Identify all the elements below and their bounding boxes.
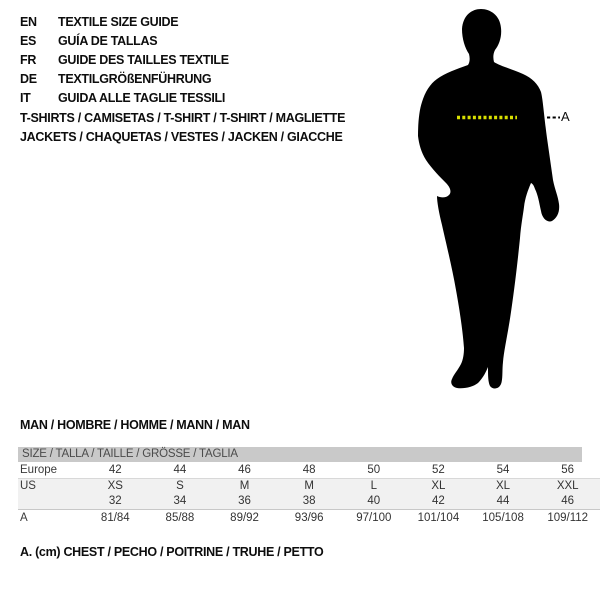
language-code: DE (20, 72, 37, 86)
size-cell: 40 (367, 495, 381, 507)
size-cell: 93/96 (294, 512, 324, 524)
language-code: ES (20, 34, 37, 48)
size-cell: 46 (238, 464, 251, 476)
size-cell: 36 (238, 495, 251, 507)
measure-label-a: A (561, 109, 570, 124)
language-title: GUÍA DE TALLAS (58, 34, 158, 48)
language-code: IT (20, 91, 31, 105)
man-silhouette-figure (390, 0, 600, 400)
size-cell: 81/84 (100, 512, 130, 524)
category-line-jackets: JACKETS / CHAQUETAS / VESTES / JACKEN / GIACCHE (20, 130, 343, 144)
section-title-man: MAN / HOMBRE / HOMME / MANN / MAN (20, 418, 250, 432)
size-cell: S (176, 480, 184, 492)
row-label-a: A (20, 512, 28, 524)
size-cell: 32 (108, 495, 122, 507)
size-cell: XXL (556, 480, 579, 492)
man-silhouette-shape (418, 9, 559, 388)
language-row-en (20, 13, 229, 32)
table-row-chest-cm (18, 510, 600, 527)
language-row-es (20, 32, 229, 51)
size-cell: 38 (302, 495, 316, 507)
language-title: TEXTILE SIZE GUIDE (58, 15, 179, 29)
size-cell: 109/112 (547, 512, 589, 524)
language-title: GUIDA ALLE TAGLIE TESSILI (58, 91, 226, 105)
size-cell: 44 (173, 464, 187, 476)
category-line-tshirts: T-SHIRTS / CAMISETAS / T-SHIRT / T-SHIRT / MAGLIETTE (20, 111, 346, 125)
size-cell: 85/88 (165, 512, 195, 524)
us-size-band (18, 478, 600, 510)
size-cell: 105/108 (482, 512, 524, 524)
language-title-list (20, 13, 229, 108)
table-row-us-letters (18, 479, 600, 494)
language-code: FR (20, 53, 37, 67)
size-cell: 42 (108, 464, 122, 476)
size-cell: 54 (496, 464, 510, 476)
man-silhouette-icon (390, 0, 600, 400)
table-row-europe (18, 462, 600, 478)
size-cell: L (370, 480, 378, 492)
size-cell: M (304, 480, 314, 492)
size-cell: 101/104 (417, 512, 460, 524)
language-row-fr (20, 51, 229, 70)
size-cell: 46 (561, 495, 575, 507)
measurement-footnote: A. (cm) CHEST / PECHO / POITRINE / TRUHE / PETTO (20, 545, 324, 559)
size-cell: 42 (432, 495, 445, 507)
size-cell: 44 (496, 495, 510, 507)
size-cell: 89/92 (230, 512, 259, 524)
language-code: EN (20, 15, 37, 29)
size-cell: 34 (173, 495, 187, 507)
size-cell: XL (496, 480, 511, 492)
size-table-header: SIZE / TALLA / TAILLE / GRÖSSE / TAGLIA (18, 447, 582, 462)
size-cell: 56 (561, 464, 575, 476)
language-row-it (20, 89, 229, 108)
row-label-europe: Europe (20, 464, 58, 476)
row-label-us: US (20, 480, 36, 492)
size-cell: XS (107, 480, 123, 492)
size-table (18, 447, 600, 527)
language-row-de (20, 70, 229, 89)
language-title: TEXTILGRÖßENFÜHRUNG (58, 72, 212, 86)
size-cell: 48 (302, 464, 316, 476)
row-label-blank (18, 494, 83, 509)
garment-category-block (20, 109, 345, 147)
size-cell: XL (431, 480, 446, 492)
size-cell: 97/100 (356, 512, 392, 524)
size-cell: M (239, 480, 250, 492)
language-title: GUIDE DES TAILLES TEXTILE (58, 53, 229, 67)
size-cell: 50 (367, 464, 381, 476)
table-row-us-numbers (18, 494, 600, 509)
size-cell: 52 (432, 464, 445, 476)
